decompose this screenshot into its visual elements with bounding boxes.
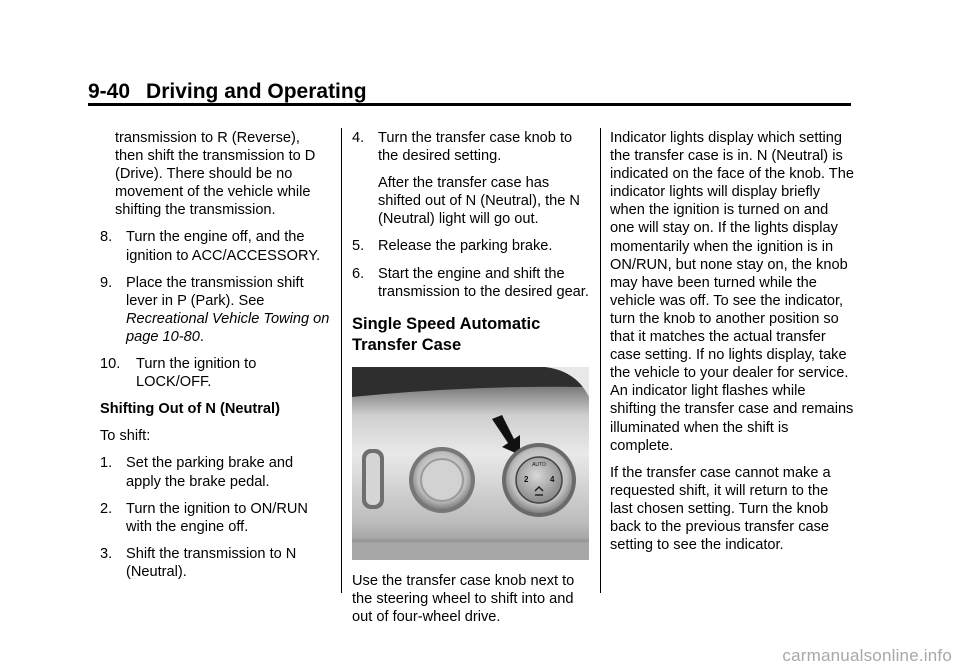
header-rule bbox=[88, 103, 851, 106]
step-5: 5. Release the parking brake. bbox=[352, 238, 553, 255]
section-heading: Single Speed Automatic Transfer Case bbox=[352, 314, 541, 354]
column-1 bbox=[100, 129, 332, 590]
step-4-note: After the transfer case has shifted out of N (Neutral), the N (Neutral) light will go out. bbox=[378, 175, 580, 228]
column-2 bbox=[352, 129, 593, 635]
step-6: 6. Start the engine and shift the transmission to the desired gear. bbox=[352, 265, 589, 300]
step-10: 10. Turn the ignition to LOCK/OFF. bbox=[100, 356, 257, 391]
to-shift-text: To shift: bbox=[100, 428, 151, 445]
indicator-paragraph: Indicator lights display which setting the transfer case is in. N (Neutral) is indicated on the face of the knob. The indicator lights will display briefly when the ignition is turned on and one will stay on. If the lights display momentarily when the ignition is in ON/RUN, but none stay on, the knob may have been turned while the vehicle was off. To see the indicator, turn the knob to another position so that it matches the actual transfer case setting. If no lights display, take the vehicle to your dealer for service. An indicator light flashes while shifting the transfer case and remains illuminated when the shift is complete. bbox=[610, 130, 854, 454]
transfer-case-knob-photo bbox=[352, 367, 589, 560]
knob-label-4: 4 bbox=[550, 474, 555, 484]
cross-reference-link[interactable]: Recreational Vehicle Towing on page 10-80 bbox=[126, 310, 330, 345]
step-1: 1. Set the parking brake and apply the brake pedal. bbox=[100, 455, 294, 490]
subheading: Shifting Out of N (Neutral) bbox=[100, 401, 280, 418]
knob-label-auto: AUTO bbox=[532, 461, 546, 468]
step-8: 8. Turn the engine off, and the ignition to ACC/ACCESSORY. bbox=[100, 229, 321, 264]
step-4: 4. Turn the transfer case knob to the desired setting. bbox=[352, 130, 573, 165]
column-divider-2 bbox=[600, 128, 601, 593]
section-title: Driving and Operating bbox=[146, 80, 367, 103]
page-number: 9-40 bbox=[88, 80, 131, 103]
column-divider-1 bbox=[341, 128, 342, 593]
step-3: 3. Shift the transmission to N (Neutral). bbox=[100, 545, 297, 580]
shift-failure-paragraph: If the transfer case cannot make a requested shift, it will return to the last chosen setting. Turn the knob back to the previous transfer case setting to see the indicator. bbox=[610, 464, 831, 554]
knob-label-2: 2 bbox=[524, 474, 529, 484]
watermark: carmanualsonline.info bbox=[782, 646, 952, 665]
continuation-text: transmission to R (Reverse), then shift the transmission to D (Drive). There should be no movement of the vehicle while shifting the transmission. bbox=[115, 130, 316, 219]
step-2: 2. Turn the ignition to ON/RUN with the engine off. bbox=[100, 500, 308, 535]
photo-caption: Use the transfer case knob next to the steering wheel to shift into and out of four-wheel drive. bbox=[352, 572, 575, 625]
step-9: 9. Place the transmission shift lever in P (Park). See Recreational Vehicle Towing on page 10-80. bbox=[100, 274, 330, 345]
page-header bbox=[88, 80, 367, 104]
column-3 bbox=[610, 129, 854, 563]
